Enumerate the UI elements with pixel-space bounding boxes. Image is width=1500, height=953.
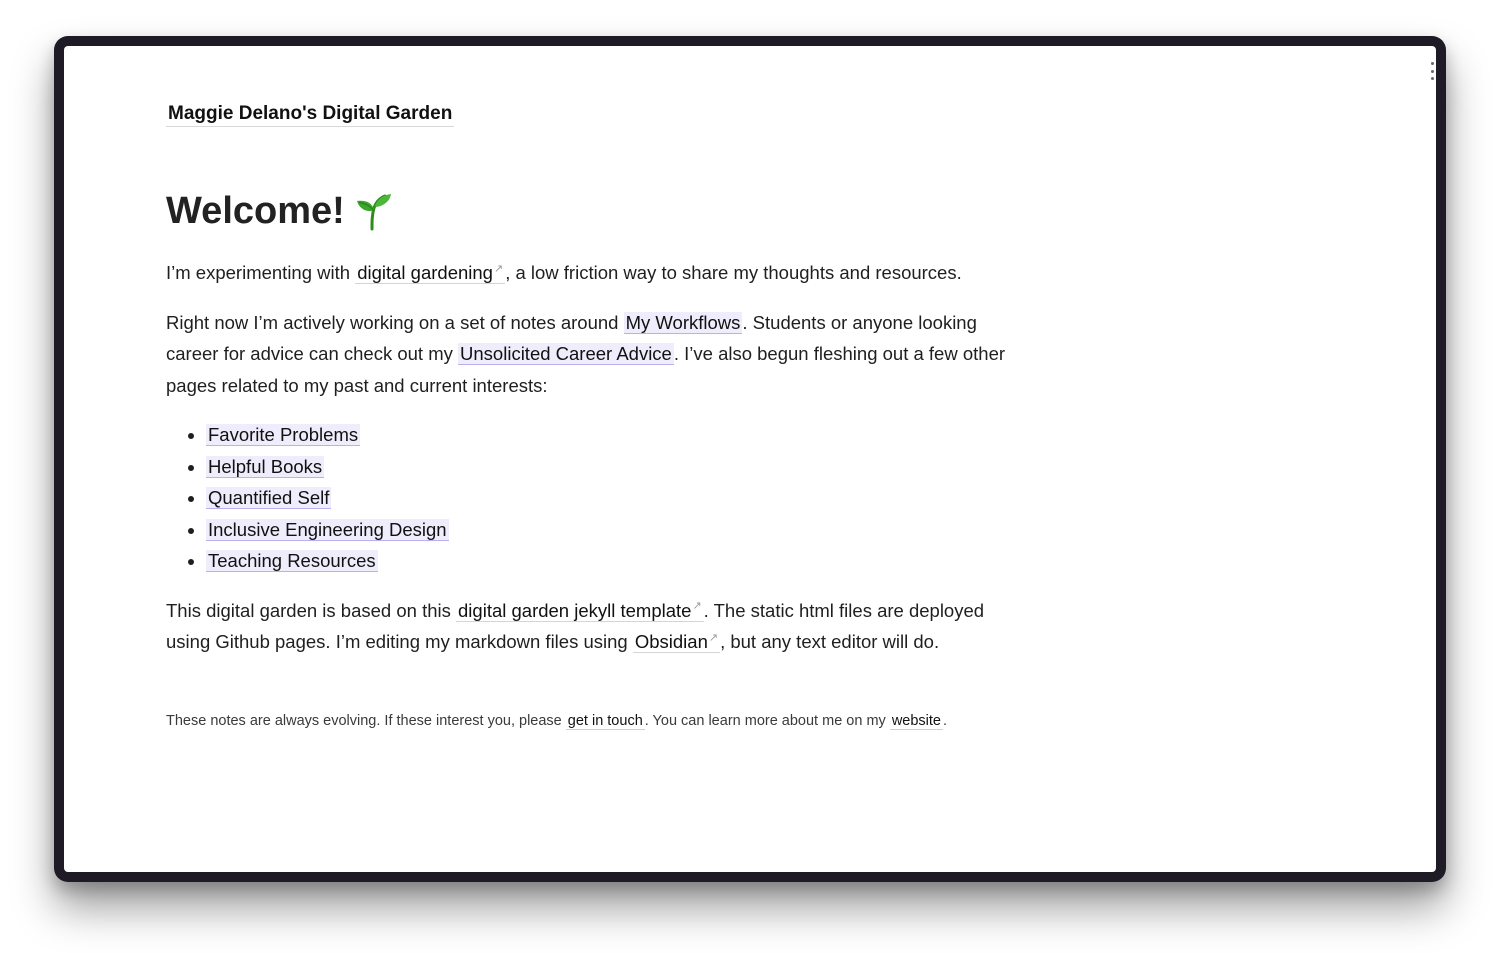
footer-text-end: . — [942, 712, 948, 729]
list-item — [206, 545, 1026, 577]
website-link[interactable]: website — [891, 712, 941, 729]
intro-text: I’m experimenting with — [166, 262, 356, 283]
teaching-resources-link[interactable]: Teaching Resources — [208, 550, 376, 571]
page-heading-text: Welcome! — [166, 190, 345, 232]
favorite-problems-link[interactable]: Favorite Problems — [208, 424, 359, 445]
list-item — [206, 482, 1026, 514]
obsidian-link-label: Obsidian — [634, 631, 708, 652]
grip-dot — [1431, 77, 1434, 80]
main-content — [166, 102, 1026, 732]
workflows-paragraph — [166, 307, 1026, 402]
intro-text-end: , a low friction way to share my thoughts and resources. — [505, 262, 962, 283]
my-workflows-link[interactable]: My Workflows — [625, 311, 741, 333]
external-link-icon: ↗ — [692, 600, 702, 613]
external-link-icon: ↗ — [708, 631, 719, 644]
footer-text-mid: . You can learn more about me on my — [644, 712, 890, 729]
list-item — [206, 514, 1026, 546]
digital-gardening-link-label: digital gardening — [357, 262, 493, 283]
list-item — [206, 419, 1026, 451]
template-text-mid: . The static html files are deployed using Github pages. I’m editing my markdown files using — [166, 599, 985, 652]
footer-note — [166, 710, 1026, 732]
digital-gardening-link[interactable] — [355, 262, 505, 284]
career-advice-link[interactable]: Unsolicited Career Advice — [460, 343, 672, 364]
inclusive-engineering-design-link[interactable]: Inclusive Engineering Design — [208, 518, 447, 540]
template-paragraph — [166, 595, 1026, 658]
intro-paragraph — [166, 257, 1026, 289]
workflows-text: Right now I’m actively working on a set of notes around — [166, 311, 624, 333]
template-text-end: , but any text editor will do. — [720, 631, 940, 652]
window-frame — [54, 36, 1446, 882]
seedling-icon — [353, 191, 393, 231]
browser-viewport — [64, 46, 1436, 872]
helpful-books-link[interactable]: Helpful Books — [208, 455, 323, 477]
get-in-touch-link[interactable]: get in touch — [567, 712, 643, 729]
template-text: This digital garden is based on this — [166, 599, 457, 621]
grip-dot — [1431, 70, 1434, 73]
workflows-text-end: . I’ve also begun fleshing out a few other pages related to my past and current interests: — [166, 343, 1006, 396]
list-item — [206, 451, 1026, 483]
jekyll-template-link-label: digital garden jekyll template — [458, 599, 692, 621]
interests-list — [166, 419, 1026, 577]
page-heading — [166, 189, 1026, 233]
footer-text: These notes are always evolving. If these interest you, please — [166, 712, 566, 729]
grip-dot — [1431, 62, 1434, 65]
external-link-icon: ↗ — [493, 262, 504, 275]
jekyll-template-link[interactable] — [456, 600, 704, 622]
obsidian-link[interactable] — [633, 631, 720, 653]
quantified-self-link[interactable]: Quantified Self — [208, 487, 330, 508]
site-title-link[interactable]: Maggie Delano's Digital Garden — [166, 102, 454, 127]
workflows-text-mid: . Students or anyone looking career for advice can check out my — [166, 311, 977, 364]
window-resize-grip[interactable] — [1430, 62, 1434, 80]
